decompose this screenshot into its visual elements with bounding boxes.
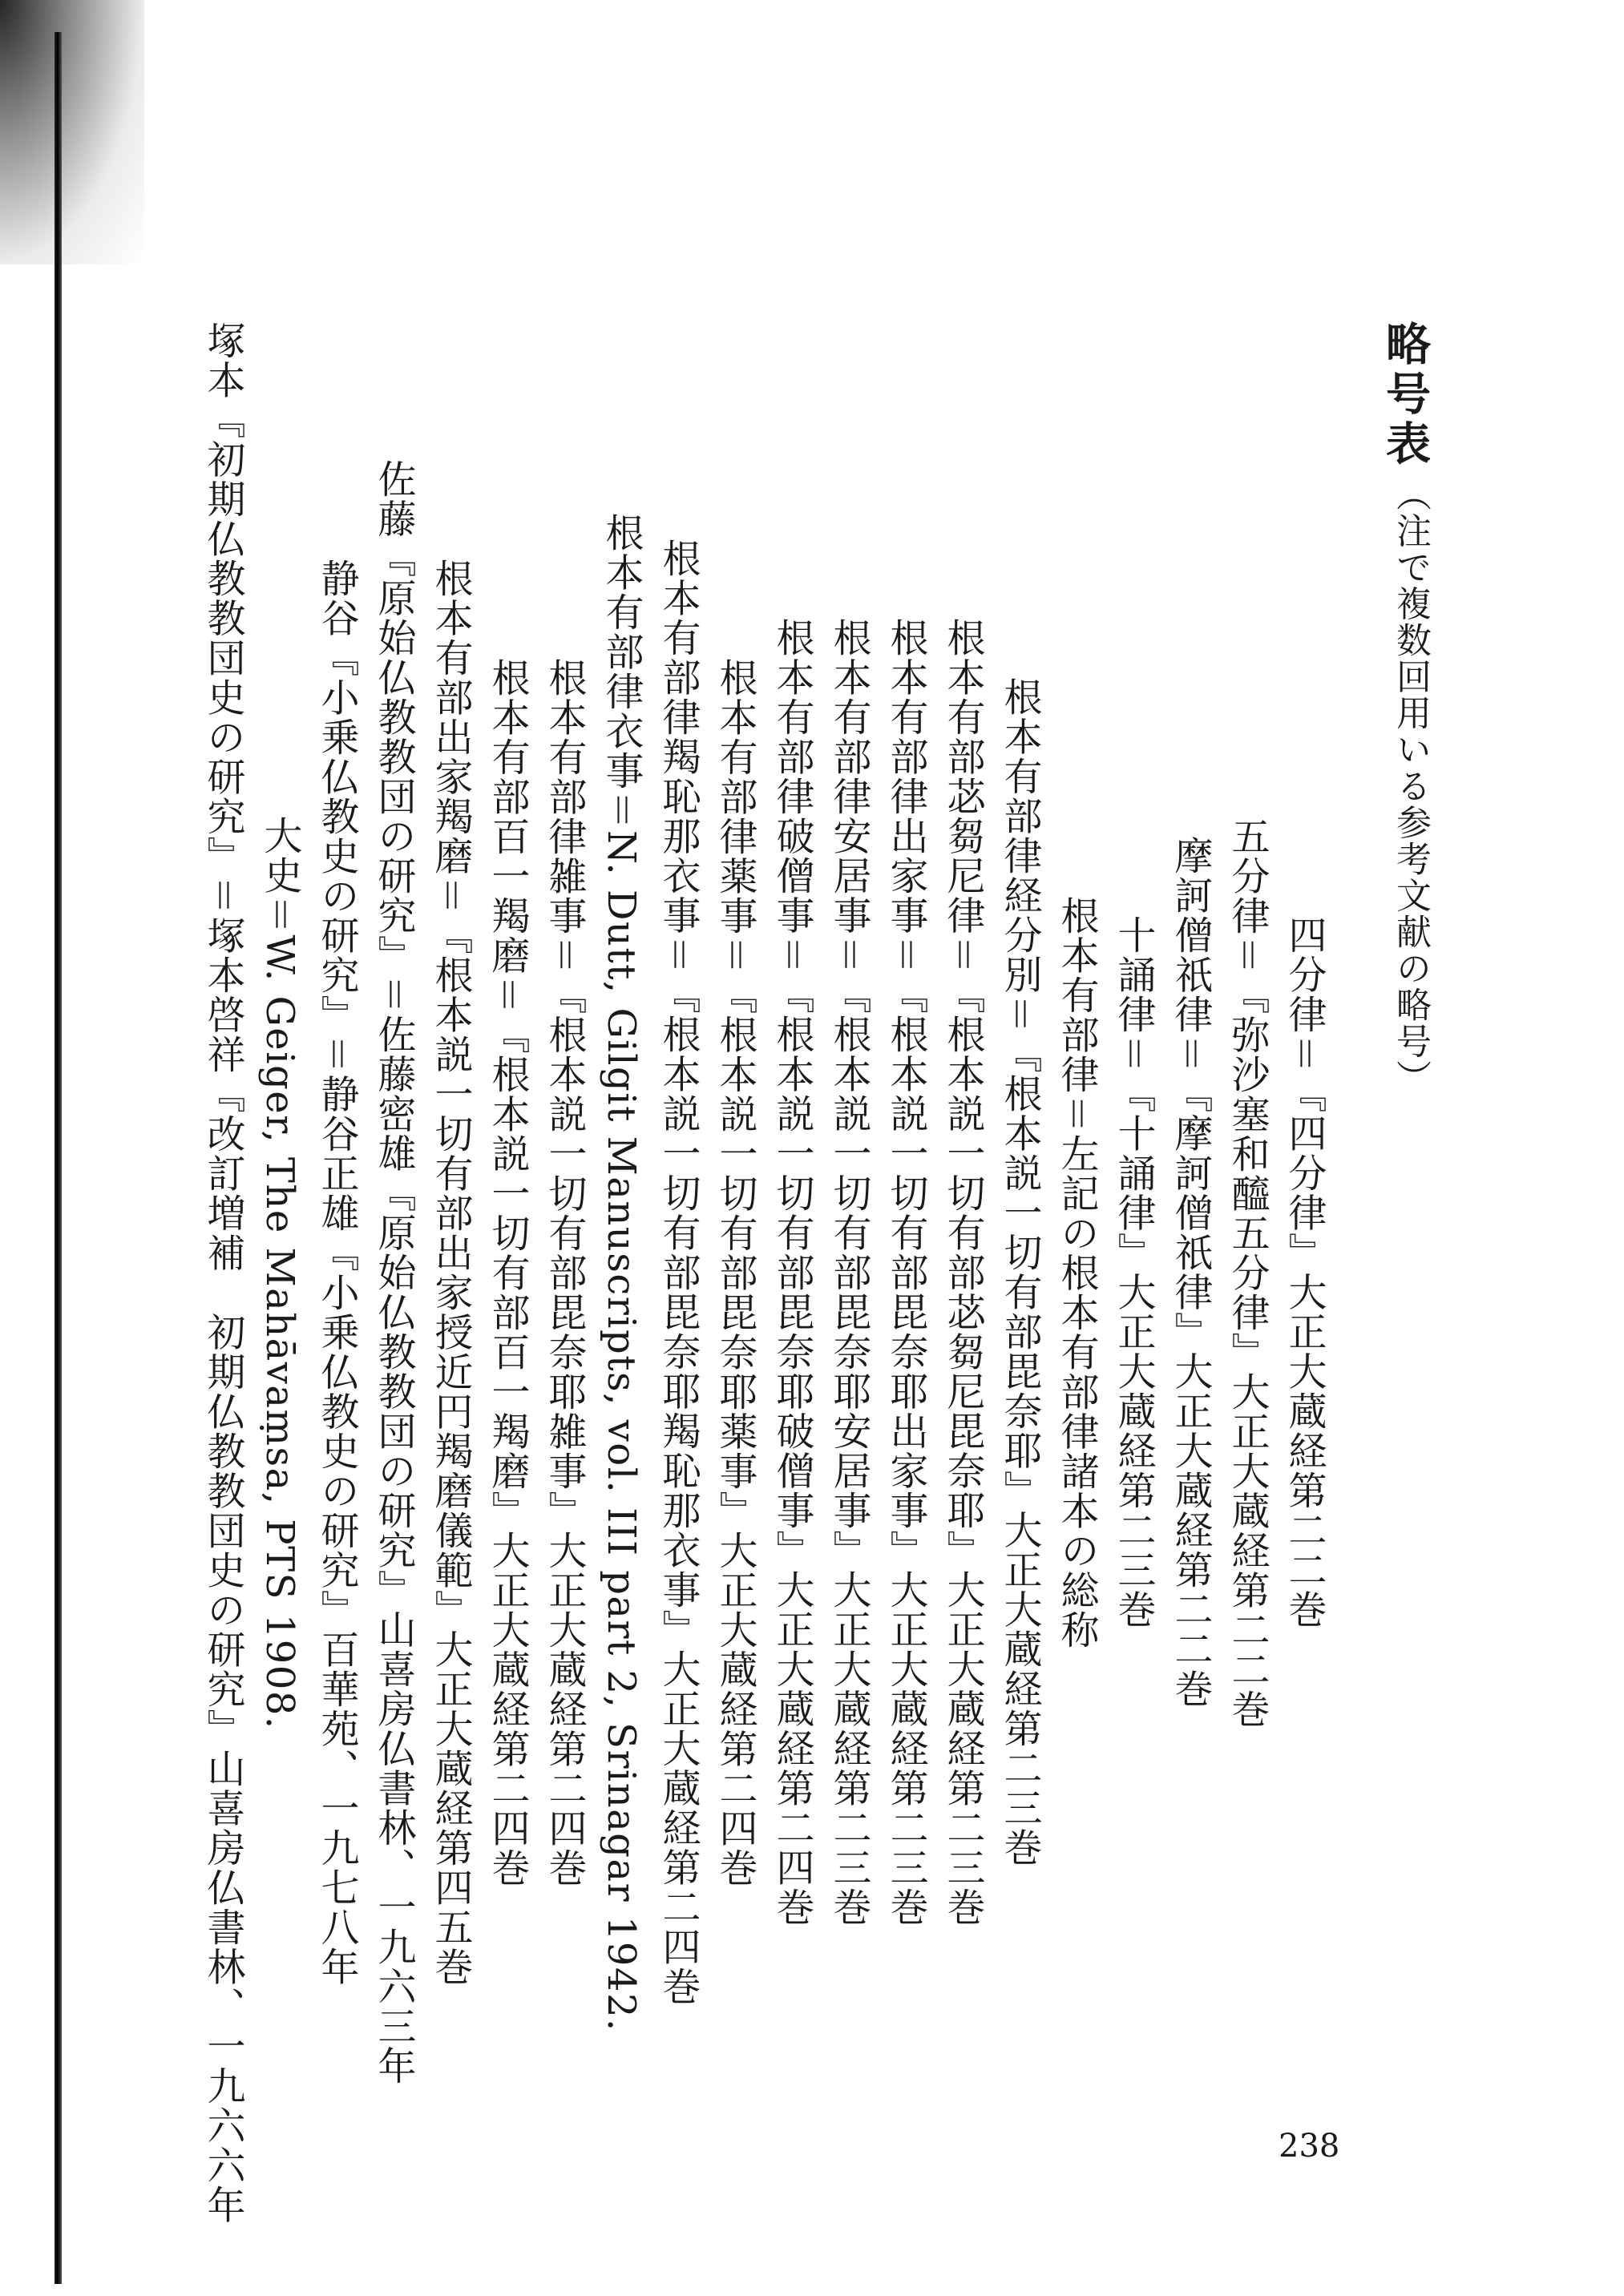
abbreviation-entry: 根本有部律羯恥那衣事＝『根本説一切有部毘奈耶羯恥那衣事』大正大蔵経第二四巻 [656, 539, 701, 2007]
page-number: 238 [1279, 2128, 1340, 2165]
abbreviation-entry: 根本有部律雑事＝『根本説一切有部毘奈耶雑事』大正大蔵経第二四巻 [542, 657, 587, 1888]
abbreviation-entry: 摩訶僧祇律＝『摩訶僧祇律』大正大蔵経第二二巻 [1168, 836, 1213, 1709]
abbreviation-entry: 十誦律＝『十誦律』大正大蔵経第二三巻 [1111, 915, 1156, 1630]
abbreviation-entry: 根本有部律薬事＝『根本説一切有部毘奈耶薬事』大正大蔵経第二四巻 [713, 657, 757, 1888]
abbreviation-entry: 根本有部律経分別＝『根本説一切有部毘奈耶』大正大蔵経第二三巻 [997, 677, 1042, 1868]
abbreviation-entry: 根本有部律衣事＝N. Dutt, Gilgit Manuscripts, vol. III part 2, Srinagar 1942. [599, 513, 644, 2032]
abbreviation-entry: 根本有部律破僧事＝『根本説一切有部毘奈耶破僧事』大正大蔵経第二四巻 [770, 618, 814, 1927]
abbreviation-entry: 根本有部律＝左記の根本有部律諸本の総称 [1054, 895, 1099, 1650]
abbreviation-entry: 根本有部百一羯磨＝『根本説一切有部百一羯磨』大正大蔵経第二四巻 [485, 657, 530, 1888]
abbreviation-entry: 静谷『小乗仏教史の研究』＝静谷正雄『小乗仏教史の研究』百華苑、一九七八年 [314, 558, 359, 1987]
binding-shadow [0, 0, 144, 264]
abbreviation-entry: 四分律＝『四分律』大正大蔵経第二二巻 [1282, 915, 1327, 1630]
abbreviation-entry: 五分律＝『弥沙塞和醯五分律』大正大蔵経第二二巻 [1225, 816, 1270, 1729]
gutter-line [55, 32, 62, 2284]
abbreviation-entry: 根本有部苾芻尼律＝『根本説一切有部苾芻尼毘奈耶』大正大蔵経第二三巻 [940, 618, 985, 1927]
abbreviation-entry: 根本有部出家羯磨＝『根本説一切有部出家授近円羯磨儀範』大正大蔵経第四五巻 [428, 558, 473, 1987]
abbreviation-entry: 根本有部律安居事＝『根本説一切有部毘奈耶安居事』大正大蔵経第二三巻 [826, 618, 871, 1927]
page-title: 略号表 [1379, 321, 1432, 470]
page-title-column [1347, 321, 1432, 1096]
abbreviation-entry: 佐藤『原始仏教教団の研究』＝佐藤密雄『原始仏教教団の研究』山喜房仏書林、一九六三年 [371, 459, 416, 2086]
page-subtitle: （注で複数回用いる参考文献の略号） [1390, 476, 1431, 1096]
abbreviation-entry: 大史＝W. Geiger, The Mahāvaṃsa, PTS 1908. [257, 815, 302, 1730]
entry-list [185, 321, 1327, 2225]
abbreviation-entry: 根本有部律出家事＝『根本説一切有部毘奈耶出家事』大正大蔵経第二三巻 [883, 618, 928, 1927]
abbreviation-entry: 塚本『初期仏教教団史の研究』＝塚本啓祥『改訂増補 初期仏教教団史の研究』山喜房仏書林、一九六六年 [200, 321, 245, 2225]
